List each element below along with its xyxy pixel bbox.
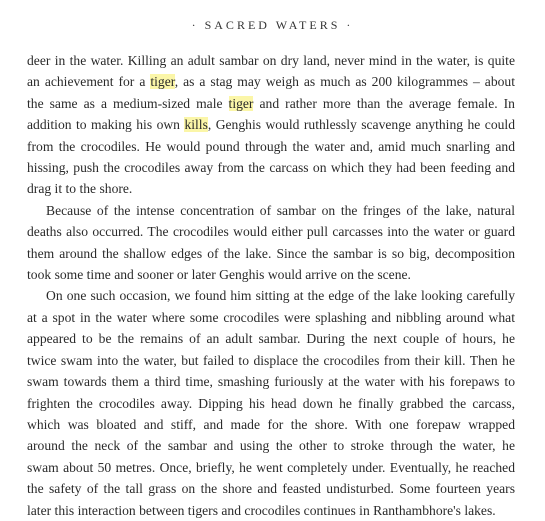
- paragraph: [27, 50, 515, 200]
- text-line: [27, 221, 515, 242]
- highlighted-word: tiger: [150, 74, 175, 90]
- highlighted-word: tiger: [228, 95, 254, 111]
- text-line: [27, 157, 515, 178]
- text-segment: , Genghis would ruthlessly scavenge anything he could: [207, 117, 515, 133]
- header-dot-right: ·: [346, 18, 354, 32]
- highlighted-word: kills: [184, 117, 208, 133]
- text-line: [27, 414, 515, 435]
- text-line: [27, 478, 515, 499]
- text-segment: frighten the crocodiles away. Dipping his head down he finally grabbed the carcass,: [27, 395, 515, 411]
- text-segment: swam towards them a third time, smashing furiously at the water with his forepaws to: [27, 374, 515, 390]
- text-segment: deer in the water. Killing an adult sambar on dry land, never mind in the water, is quite: [27, 53, 515, 68]
- text-line: [27, 500, 515, 521]
- text-line: [27, 50, 515, 71]
- text-segment: hissing, push the crocodiles away from the carcass on which they had been feeding and: [27, 160, 515, 176]
- text-segment: took some time and sooner or later Genghis would arrive on the scene.: [27, 267, 411, 283]
- text-segment: an achievement for a: [27, 74, 151, 90]
- text-line: [27, 328, 515, 349]
- text-segment: twice swam into the water, but failed to displace the crocodiles from their kill. Then he: [27, 352, 515, 368]
- text-segment: deaths also occurred. The crocodiles would either pull carcasses into the water or guard: [27, 224, 515, 240]
- text-line: [27, 285, 515, 306]
- text-segment: swam about 50 metres. Once, briefly, he went completely under. Eventually, he reached: [27, 459, 515, 475]
- text-segment: at a spot in the water where some crocodiles were splashing and nibbling around what: [27, 309, 515, 325]
- text-line: [27, 93, 515, 114]
- paragraph: [27, 200, 515, 286]
- text-line: [27, 136, 515, 157]
- body-text: [27, 50, 515, 521]
- text-line: [27, 114, 515, 135]
- text-segment: Because of the intense concentration of sambar on the fringes of the lake, natural: [46, 202, 515, 218]
- header-title: SACRED WATERS: [204, 18, 341, 32]
- text-segment: which was bloated and stiff, and made for the shore. With one forepaw wrapped: [27, 416, 515, 432]
- text-segment: the same as a medium-sized male: [27, 95, 229, 111]
- text-segment: appeared to be the remains of an adult sambar. During the next couple of hours, he: [27, 331, 515, 347]
- text-line: [27, 307, 515, 328]
- text-line: [27, 71, 515, 92]
- text-line: [27, 350, 515, 371]
- text-segment: the safety of the tall grass on the shore and feasted undisturbed. Some fourteen years: [27, 481, 515, 497]
- text-line: [27, 243, 515, 264]
- text-segment: , as a stag may weigh as much as 200 kilogrammes – about: [174, 74, 515, 90]
- text-line: [27, 264, 515, 285]
- text-segment: addition to making his own: [27, 117, 185, 133]
- text-segment: drag it to the shore.: [27, 181, 133, 197]
- running-header: [0, 18, 545, 33]
- header-dot-left: ·: [191, 18, 199, 32]
- text-line: [27, 435, 515, 456]
- text-segment: around the neck of the sambar and using the other to stroke through the water, he: [27, 438, 515, 454]
- text-line: [27, 393, 515, 414]
- text-segment: from the crocodiles. He would pound through the water and, amid much snarling and: [27, 138, 515, 154]
- text-line: [27, 178, 515, 199]
- text-line: [27, 200, 515, 221]
- text-segment: On one such occasion, we found him sitting at the edge of the lake looking carefully: [46, 288, 515, 304]
- text-line: [27, 457, 515, 478]
- text-segment: and rather more than the average female. In: [253, 95, 515, 111]
- text-line: [27, 371, 515, 392]
- paragraph: [27, 285, 515, 520]
- text-segment: later this interaction between tigers and crocodiles continues in Ranthambhore's lakes.: [27, 502, 496, 518]
- text-segment: them around the shallow edges of the lake. Since the sambar is so big, decomposition: [27, 245, 515, 261]
